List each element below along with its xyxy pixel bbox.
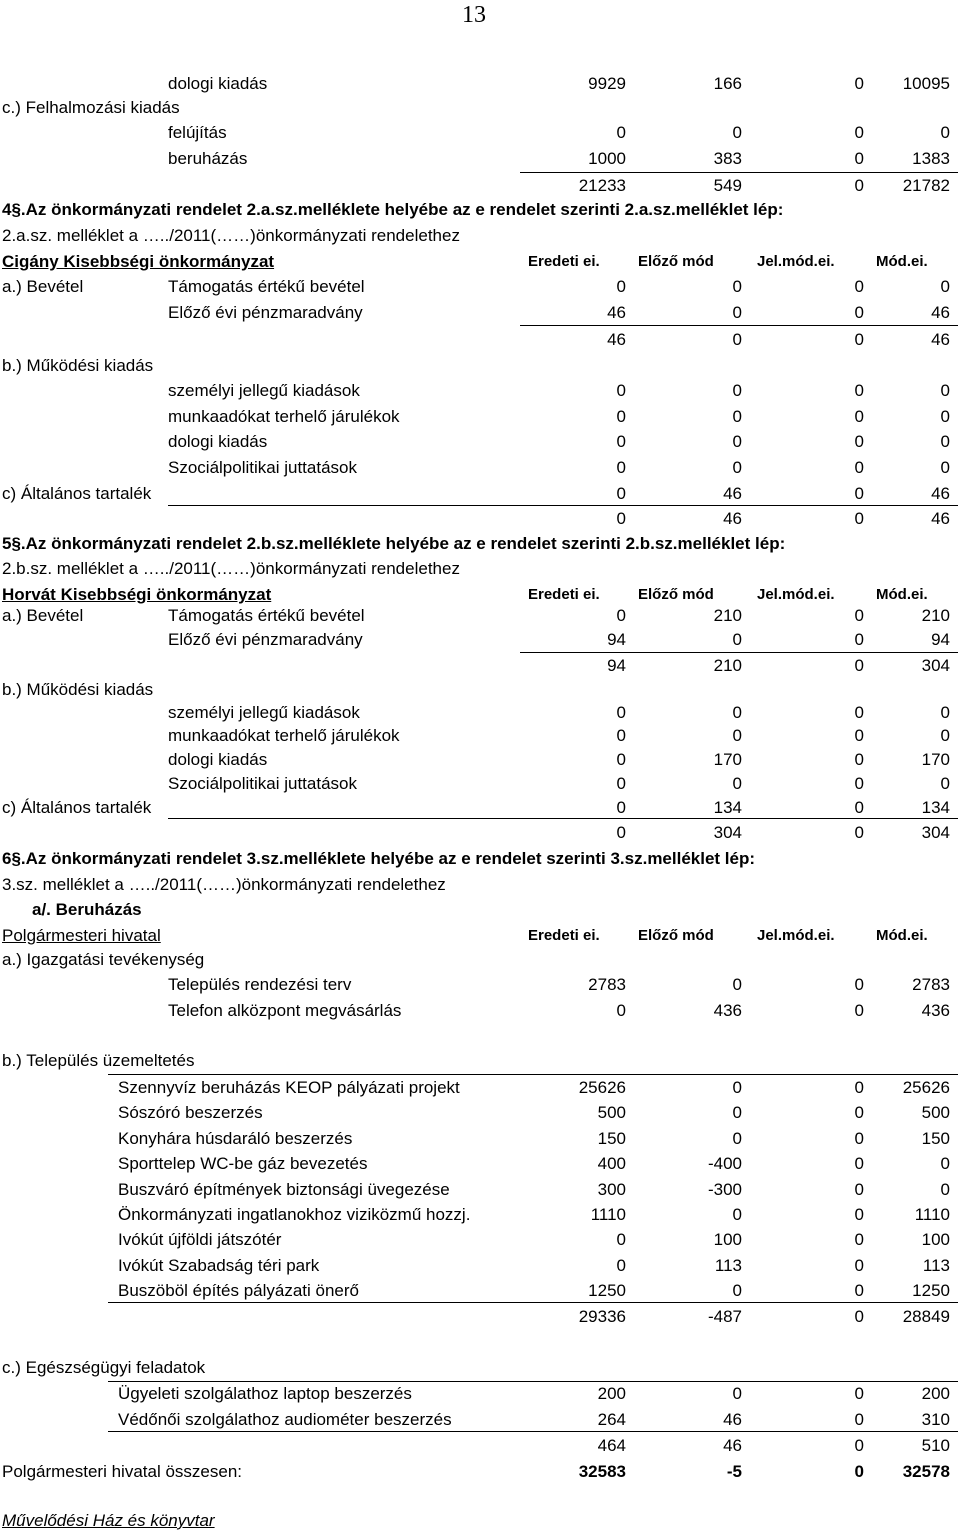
value-jel: 0 (854, 277, 864, 296)
row-label: dologi kiadás (168, 432, 268, 451)
sum-line (108, 1302, 958, 1303)
value-jel: 0 (854, 303, 864, 322)
total-row (0, 507, 960, 531)
row-label: Ivókút Szabadság téri park (118, 1256, 320, 1275)
value-mod: 304 (921, 823, 950, 842)
row-label: Szociálpolitikai juttatások (168, 774, 357, 793)
value-elozo: 436 (713, 1001, 742, 1020)
value-elozo: 0 (732, 123, 742, 142)
value-mod: 1110 (914, 1205, 950, 1224)
table-row (0, 1254, 960, 1278)
table-row (0, 1382, 960, 1406)
table-row (0, 628, 960, 652)
subsection-title (0, 898, 960, 922)
table-row (0, 772, 960, 796)
section-heading (0, 532, 960, 556)
value-eredeti: 21233 (578, 176, 626, 195)
page-number: 13 (462, 2, 486, 28)
value-jel: 0 (854, 798, 864, 817)
sum-line (520, 325, 958, 326)
table-row (0, 430, 960, 454)
value-jel: 0 (854, 432, 864, 451)
row-label: Polgármesteri hivatal összesen: (2, 1462, 243, 1481)
value-mod: 0 (940, 407, 950, 426)
value-mod: 46 (931, 330, 950, 349)
value-mod: 113 (922, 1256, 950, 1275)
table-row (0, 1279, 960, 1303)
value-elozo: 0 (732, 975, 742, 994)
value-eredeti: 0 (616, 703, 626, 722)
value-elozo: 46 (723, 1410, 742, 1429)
row-label: Buszváró építmények biztonsági üvegezése (118, 1180, 450, 1199)
row-label: Támogatás értékű bevétel (168, 277, 365, 296)
value-jel: 0 (854, 1154, 864, 1173)
row-label: c) Általános tartalék (2, 798, 152, 817)
section-label (0, 678, 960, 702)
value-elozo: 0 (732, 330, 742, 349)
value-jel: 0 (854, 458, 864, 477)
value-mod: 1383 (912, 149, 950, 168)
value-eredeti: 1110 (590, 1205, 626, 1224)
table-row (0, 482, 960, 506)
value-elozo: 0 (732, 407, 742, 426)
category-label: a.) Bevétel (2, 606, 84, 625)
category-label: c.) Egészségügyi feladatok (2, 1358, 206, 1377)
value-elozo: 166 (713, 74, 742, 93)
value-jel: 0 (854, 823, 864, 842)
section-label (0, 96, 960, 120)
value-eredeti: 0 (616, 432, 626, 451)
value-eredeti: 0 (616, 774, 626, 793)
value-elozo: 0 (732, 630, 742, 649)
value-eredeti: 200 (597, 1384, 626, 1403)
section-subheading (0, 224, 960, 248)
value-eredeti: 0 (616, 484, 626, 503)
value-mod: 0 (940, 458, 950, 477)
value-jel: 0 (854, 149, 864, 168)
value-eredeti: 464 (597, 1436, 626, 1455)
table-row (0, 275, 960, 299)
section-label (0, 1049, 960, 1073)
table-header (0, 924, 960, 948)
value-mod: 150 (921, 1129, 950, 1148)
row-label: Önkormányzati ingatlanokhoz viziközmű hozzj. (118, 1205, 471, 1224)
row-label: dologi kiadás (168, 74, 268, 93)
table-row (0, 748, 960, 772)
total-row (0, 654, 960, 678)
value-elozo: 0 (732, 726, 742, 745)
table-row (0, 405, 960, 429)
value-mod: 0 (940, 726, 950, 745)
value-elozo: -300 (707, 1180, 742, 1199)
table-row (0, 121, 960, 145)
beruhazas-title: a/. Beruházás (32, 900, 142, 919)
value-eredeti: 2783 (588, 975, 626, 994)
value-jel: 0 (854, 1180, 864, 1199)
table-row (0, 1228, 960, 1252)
col-header-mod: Mód.ei. (876, 927, 928, 944)
value-eredeti: 0 (616, 407, 626, 426)
row-label: Előző évi pénzmaradvány (168, 630, 363, 649)
value-mod: 170 (921, 750, 950, 769)
value-mod: 210 (921, 606, 950, 625)
col-header-eredeti: Eredeti ei. (528, 586, 600, 603)
value-elozo: 0 (732, 458, 742, 477)
row-label: munkaadókat terhelő járulékok (168, 726, 400, 745)
col-header-mod: Mód.ei. (876, 253, 928, 270)
row-label: Szennyvíz beruházás KEOP pályázati projekt (118, 1078, 460, 1097)
value-eredeti: 150 (597, 1129, 626, 1148)
col-header-eredeti: Eredeti ei. (528, 253, 600, 270)
value-elozo: 304 (713, 823, 742, 842)
col-header-elozo: Előző mód (638, 253, 714, 270)
table-row (0, 604, 960, 628)
sum-line (108, 1431, 958, 1432)
heading-text: 4§.Az önkormányzati rendelet 2.a.sz.melléklete helyébe az e rendelet szerinti 2.a.sz.melléklet lép: (2, 200, 784, 219)
value-jel: 0 (854, 975, 864, 994)
col-header-jel: Jel.mód.ei. (757, 253, 835, 270)
value-mod: 0 (940, 1180, 950, 1199)
value-mod: 94 (931, 630, 950, 649)
value-mod: 1250 (912, 1281, 950, 1300)
value-mod: 0 (940, 123, 950, 142)
table-row (0, 1076, 960, 1100)
value-eredeti: 0 (616, 1256, 626, 1275)
value-eredeti: 400 (597, 1154, 626, 1173)
value-elozo: -5 (726, 1462, 742, 1481)
col-header-elozo: Előző mód (638, 586, 714, 603)
value-elozo: 0 (732, 1078, 742, 1097)
value-elozo: 46 (723, 1436, 742, 1455)
value-jel: 0 (854, 1384, 864, 1403)
value-jel: 0 (854, 1436, 864, 1455)
value-mod: 46 (931, 509, 950, 528)
value-jel: 0 (854, 750, 864, 769)
value-mod: 46 (931, 303, 950, 322)
org-name: Polgármesteri hivatal (2, 926, 161, 945)
value-jel: 0 (854, 1281, 864, 1300)
table-row (0, 1203, 960, 1227)
value-jel: 0 (854, 1001, 864, 1020)
row-label: Ügyeleti szolgálathoz laptop beszerzés (118, 1384, 412, 1403)
table-row (0, 1408, 960, 1432)
heading-text: 5§.Az önkormányzati rendelet 2.b.sz.melléklete helyébe az e rendelet szerinti 2.b.sz.melléklet lép: (2, 534, 786, 553)
value-eredeti: 46 (607, 303, 626, 322)
value-mod: 32578 (902, 1462, 950, 1481)
value-jel: 0 (854, 726, 864, 745)
subheading-text: 3.sz. melléklet a …../2011(……)önkormányzati rendelethez (2, 875, 446, 894)
col-header-eredeti: Eredeti ei. (528, 927, 600, 944)
value-eredeti: 29336 (578, 1307, 626, 1326)
value-elozo: 549 (713, 176, 742, 195)
table-row (0, 1178, 960, 1202)
col-header-jel: Jel.mód.ei. (757, 586, 835, 603)
section-subheading (0, 557, 960, 581)
section-label (0, 354, 960, 378)
value-eredeti: 0 (616, 123, 626, 142)
table-top-line (108, 1074, 958, 1075)
row-label: felújítás (168, 123, 227, 142)
value-mod: 304 (921, 656, 950, 675)
value-elozo: 0 (732, 1205, 742, 1224)
value-jel: 0 (854, 509, 864, 528)
table-row (0, 973, 960, 997)
value-mod: 0 (940, 381, 950, 400)
value-jel: 0 (854, 1230, 864, 1249)
row-label: Sporttelep WC-be gáz bevezetés (118, 1154, 368, 1173)
value-jel: 0 (854, 1256, 864, 1275)
section-label (0, 948, 960, 972)
value-elozo: 46 (723, 484, 742, 503)
row-label: munkaadókat terhelő járulékok (168, 407, 400, 426)
value-eredeti: 0 (616, 606, 626, 625)
row-label: dologi kiadás (168, 750, 268, 769)
value-elozo: 0 (732, 703, 742, 722)
sum-line (520, 652, 958, 653)
value-mod: 28849 (902, 1307, 950, 1326)
value-elozo: 170 (713, 750, 742, 769)
value-eredeti: 94 (607, 630, 626, 649)
value-eredeti: 0 (616, 750, 626, 769)
table-row (0, 999, 960, 1023)
row-label: Konyhára húsdaráló beszerzés (118, 1129, 353, 1148)
total-row (0, 821, 960, 845)
value-eredeti: 0 (616, 1230, 626, 1249)
value-eredeti: 264 (597, 1410, 626, 1429)
value-elozo: 210 (713, 656, 742, 675)
value-eredeti: 300 (597, 1180, 626, 1199)
row-label: Védőnői szolgálathoz audiométer beszerzés (118, 1410, 452, 1429)
value-jel: 0 (854, 1205, 864, 1224)
row-label: személyi jellegű kiadások (168, 381, 360, 400)
subheading-text: 2.a.sz. melléklet a …../2011(……)önkormányzati rendelethez (2, 226, 460, 245)
value-eredeti: 0 (616, 277, 626, 296)
heading-text: 6§.Az önkormányzati rendelet 3.sz.melléklete helyébe az e rendelet szerinti 3.sz.melléklet lép: (2, 849, 756, 868)
value-mod: 46 (931, 484, 950, 503)
value-eredeti: 0 (616, 726, 626, 745)
row-label: c) Általános tartalék (2, 484, 152, 503)
grand-total-row (0, 1460, 960, 1484)
value-mod: 25626 (902, 1078, 950, 1097)
value-eredeti: 0 (616, 381, 626, 400)
table-row (0, 1101, 960, 1125)
value-jel: 0 (854, 1307, 864, 1326)
table-row (0, 379, 960, 403)
value-mod: 10095 (902, 74, 950, 93)
table-row (0, 72, 960, 96)
value-elozo: 46 (723, 509, 742, 528)
value-jel: 0 (854, 330, 864, 349)
value-elozo: 0 (732, 1281, 742, 1300)
table-row (0, 1152, 960, 1176)
value-eredeti: 46 (607, 330, 626, 349)
muvhaz-title: Művelődési Ház és könyvtar (2, 1511, 215, 1530)
value-eredeti: 25626 (578, 1078, 626, 1097)
value-mod: 310 (921, 1410, 950, 1429)
row-label: Támogatás értékű bevétel (168, 606, 365, 625)
total-row (0, 1434, 960, 1458)
col-header-jel: Jel.mód.ei. (757, 927, 835, 944)
value-eredeti: 0 (616, 798, 626, 817)
row-label: Telefon alközpont megvásárlás (168, 1001, 402, 1020)
row-label: beruházás (168, 149, 248, 168)
row-label: Buszöböl építés pályázati önerő (118, 1281, 359, 1300)
value-mod: 436 (921, 1001, 950, 1020)
value-mod: 2783 (912, 975, 950, 994)
value-jel: 0 (854, 74, 864, 93)
value-jel: 0 (854, 774, 864, 793)
value-eredeti: 9929 (588, 74, 626, 93)
org-name: Horvát Kisebbségi önkormányzat (2, 585, 272, 604)
value-elozo: 0 (732, 1384, 742, 1403)
table-row (0, 796, 960, 820)
value-jel: 0 (854, 1103, 864, 1122)
row-label: Szociálpolitikai juttatások (168, 458, 357, 477)
value-elozo: -400 (707, 1154, 742, 1173)
value-elozo: 134 (713, 798, 742, 817)
next-section-title (0, 1509, 960, 1533)
value-mod: 0 (940, 774, 950, 793)
value-eredeti: 32583 (578, 1462, 626, 1481)
value-elozo: 0 (732, 381, 742, 400)
category-label: a.) Igazgatási tevékenység (2, 950, 205, 969)
value-jel: 0 (854, 381, 864, 400)
value-eredeti: 500 (597, 1103, 626, 1122)
value-jel: 0 (854, 606, 864, 625)
value-jel: 0 (854, 123, 864, 142)
total-row (0, 174, 960, 198)
value-eredeti: 1000 (588, 149, 626, 168)
value-jel: 0 (854, 407, 864, 426)
value-jel: 0 (854, 656, 864, 675)
row-label: Előző évi pénzmaradvány (168, 303, 363, 322)
value-mod: 500 (921, 1103, 950, 1122)
value-jel: 0 (854, 484, 864, 503)
value-jel: 0 (854, 1078, 864, 1097)
org-name: Cigány Kisebbségi önkormányzat (2, 252, 275, 271)
value-elozo: 0 (732, 432, 742, 451)
section-subheading (0, 873, 960, 897)
value-jel: 0 (854, 1410, 864, 1429)
value-mod: 510 (921, 1436, 950, 1455)
value-elozo: 113 (714, 1256, 742, 1275)
value-jel: 0 (854, 630, 864, 649)
row-label: Sószóró beszerzés (118, 1103, 263, 1122)
value-elozo: 0 (732, 774, 742, 793)
table-row (0, 724, 960, 748)
value-mod: 0 (940, 277, 950, 296)
value-elozo: 383 (713, 149, 742, 168)
value-elozo: 0 (732, 1103, 742, 1122)
sum-line (168, 505, 958, 506)
category-label: b.) Működési kiadás (2, 680, 154, 699)
value-eredeti: 94 (607, 656, 626, 675)
value-elozo: 0 (732, 303, 742, 322)
value-eredeti: 0 (616, 823, 626, 842)
value-jel: 0 (854, 176, 864, 195)
value-mod: 21782 (902, 176, 950, 195)
row-label: Település rendezési terv (168, 975, 352, 994)
value-elozo: -487 (707, 1307, 742, 1326)
sum-line (520, 172, 958, 173)
sum-line (168, 818, 958, 819)
row-label: Ivókút újföldi játszótér (118, 1230, 282, 1249)
col-header-elozo: Előző mód (638, 927, 714, 944)
table-row (0, 701, 960, 725)
value-elozo: 0 (732, 277, 742, 296)
value-elozo: 100 (713, 1230, 742, 1249)
value-mod: 134 (921, 798, 950, 817)
value-jel: 0 (854, 1462, 864, 1481)
value-eredeti: 0 (616, 458, 626, 477)
value-elozo: 210 (713, 606, 742, 625)
value-jel: 0 (854, 703, 864, 722)
category-label: b.) Működési kiadás (2, 356, 154, 375)
table-row (0, 1127, 960, 1151)
value-mod: 0 (940, 1154, 950, 1173)
section-heading (0, 198, 960, 222)
row-label: személyi jellegű kiadások (168, 703, 360, 722)
table-row (0, 147, 960, 171)
table-row (0, 301, 960, 325)
value-eredeti: 0 (616, 509, 626, 528)
table-header (0, 250, 960, 274)
row-label: c.) Felhalmozási kiadás (2, 98, 180, 117)
value-mod: 0 (940, 703, 950, 722)
table-row (0, 456, 960, 480)
category-label: a.) Bevétel (2, 277, 84, 296)
section-heading (0, 847, 960, 871)
value-mod: 200 (921, 1384, 950, 1403)
value-eredeti: 0 (616, 1001, 626, 1020)
subheading-text: 2.b.sz. melléklet a …../2011(……)önkormányzati rendelethez (2, 559, 460, 578)
total-row (0, 328, 960, 352)
total-row (0, 1305, 960, 1329)
value-mod: 0 (940, 432, 950, 451)
category-label: b.) Település üzemeltetés (2, 1051, 195, 1070)
section-label (0, 1356, 960, 1380)
value-mod: 100 (921, 1230, 950, 1249)
value-eredeti: 1250 (588, 1281, 626, 1300)
col-header-mod: Mód.ei. (876, 586, 928, 603)
value-jel: 0 (854, 1129, 864, 1148)
value-elozo: 0 (732, 1129, 742, 1148)
